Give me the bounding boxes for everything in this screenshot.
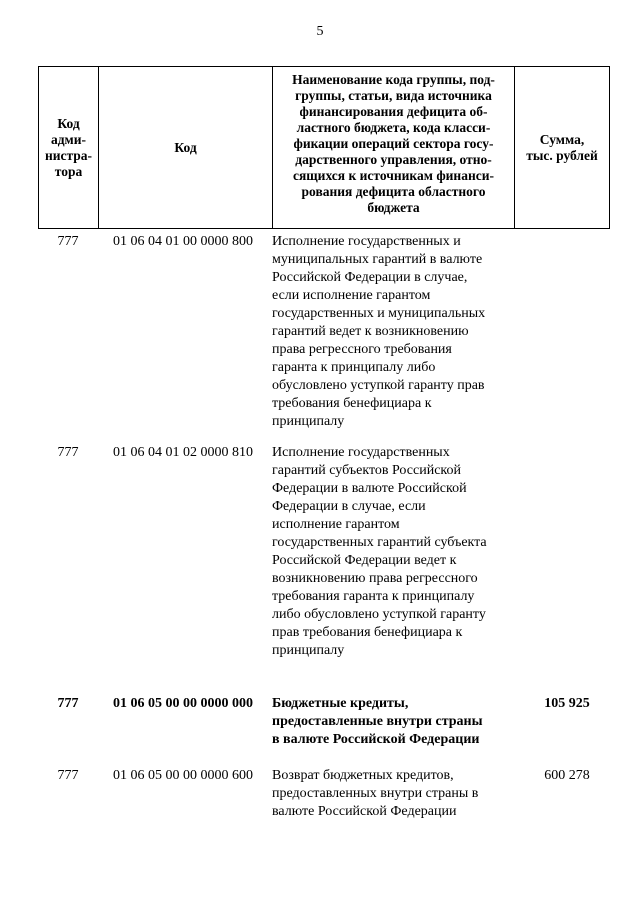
table-header (38, 66, 610, 229)
name-cell: Бюджетные кредиты, предоставленные внутри страны в валюте Российской Федерации (272, 696, 483, 747)
sum-cell: 105 925 (544, 696, 590, 711)
admin-code-cell: 777 (57, 768, 79, 783)
header-sum: Сумма, тыс. рублей (515, 67, 610, 229)
code-cell: 01 06 04 01 00 0000 800 (113, 234, 253, 249)
code-cell: 01 06 05 00 00 0000 600 (113, 768, 253, 783)
page-number: 5 (316, 24, 324, 39)
header-row (39, 67, 610, 229)
code-cell: 01 06 04 01 02 0000 810 (113, 445, 253, 460)
name-cell: Возврат бюджетных кредитов, предоставленных внутри страны в валюте Российской Федерации (272, 768, 479, 819)
code-cell: 01 06 05 00 00 0000 000 (113, 696, 253, 711)
header-admin-code: Код адми- нистра- тора (39, 67, 99, 229)
admin-code-cell: 777 (57, 234, 79, 249)
header-code: Код (99, 67, 273, 229)
name-cell: Исполнение государственных и муниципальных гарантий в валюте Российской Федерации в случае, если исполнение гарантом государственных и муниципальных гарантий ведет к возникновению права регрессного требования гаранта к принципалу либо обусловлено уступкой гаранту прав требования бенефициара к принципалу (272, 234, 486, 429)
admin-code-cell: 777 (57, 696, 79, 711)
name-cell: Исполнение государственных гарантий субъектов Российской Федерации в валюте Российской Федерации в случае, если исполнение гарантом государственных гарантий субъекта Российской Федерации ведет к возникновению права регрессного требования гаранта к принципалу либо обусловлено уступкой гаранту прав требования бенефициара к принципалу (272, 445, 487, 658)
header-name: Наименование кода группы, под- группы, статьи, вида источника финансирования дефицита об- ластного бюджета, кода класси- фикации операций сектора госу- дарственного управления, отно- сящихся к источникам финанси- рования дефицита областного бюджета (273, 67, 515, 229)
sum-cell: 600 278 (544, 768, 590, 783)
admin-code-cell: 777 (57, 445, 79, 460)
